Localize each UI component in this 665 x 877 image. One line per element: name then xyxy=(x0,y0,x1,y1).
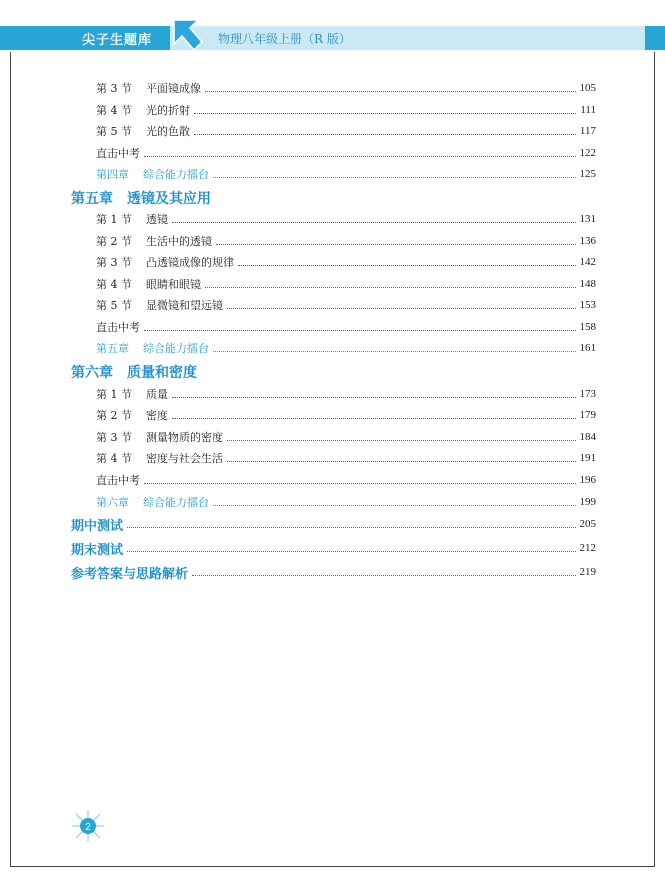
section-number: 第 1 节 xyxy=(96,213,132,226)
toc-entry-review[interactable] xyxy=(96,165,596,183)
page-number: 117 xyxy=(579,125,596,137)
page-number: 122 xyxy=(579,147,596,159)
page-header xyxy=(0,26,665,50)
dot-leader xyxy=(205,91,576,92)
review-chapter: 第四章 xyxy=(96,168,129,181)
section-title: 密度 xyxy=(146,409,168,422)
toc-entry[interactable] xyxy=(96,318,596,336)
dot-leader xyxy=(213,505,576,506)
section-title: 生活中的透镜 xyxy=(146,235,212,248)
dot-leader xyxy=(227,308,576,309)
toc-entry-major[interactable] xyxy=(71,563,596,581)
toc-entry-major[interactable] xyxy=(71,539,596,557)
page-number-badge xyxy=(66,806,110,846)
section-number: 第 1 节 xyxy=(96,388,132,401)
section-title: 直击中考 xyxy=(96,474,140,487)
toc-entry[interactable] xyxy=(96,385,596,403)
section-number: 第 3 节 xyxy=(96,256,132,269)
toc-entry[interactable] xyxy=(96,449,596,467)
page-number: 184 xyxy=(579,431,596,443)
page-number: 158 xyxy=(579,321,596,333)
section-title: 测量物质的密度 xyxy=(146,431,223,444)
section-title: 直击中考 xyxy=(96,321,140,334)
toc-entry[interactable] xyxy=(96,232,596,250)
section-number: 第 5 节 xyxy=(96,125,132,138)
section-title: 显微镜和望远镜 xyxy=(146,299,223,312)
review-title: 综合能力擂台 xyxy=(143,496,209,509)
page-number: 212 xyxy=(579,542,596,554)
footer-page-number: 2 xyxy=(85,822,91,833)
page-number: 111 xyxy=(580,104,596,116)
brand-title: 尖子生题库 xyxy=(82,33,153,48)
toc-entry[interactable] xyxy=(96,296,596,314)
entry-title: 期中测试 xyxy=(71,518,124,534)
section-number: 第 5 节 xyxy=(96,299,132,312)
toc-entry[interactable] xyxy=(96,471,596,489)
page-number: 196 xyxy=(579,474,596,486)
toc-entry[interactable] xyxy=(96,253,596,271)
dot-leader xyxy=(205,287,576,288)
entry-title: 参考答案与思路解析 xyxy=(71,566,189,582)
toc-entry[interactable] xyxy=(96,144,596,162)
page-number: 205 xyxy=(579,518,596,530)
dot-leader xyxy=(172,397,576,398)
section-title: 凸透镜成像的规律 xyxy=(146,256,234,269)
page-number: 179 xyxy=(579,409,596,421)
page-number: 136 xyxy=(579,235,596,247)
toc-entry-review[interactable] xyxy=(96,339,596,357)
dot-leader xyxy=(216,244,576,245)
section-number: 第 4 节 xyxy=(96,452,132,465)
section-number: 第 3 节 xyxy=(96,82,132,95)
review-title: 综合能力擂台 xyxy=(143,342,209,355)
dot-leader xyxy=(172,418,576,419)
entry-title: 期末测试 xyxy=(71,542,124,558)
section-title: 直击中考 xyxy=(96,147,140,160)
section-title: 平面镜成像 xyxy=(146,82,201,95)
review-chapter: 第六章 xyxy=(96,496,129,509)
page-number: 191 xyxy=(579,452,596,464)
page-number: 125 xyxy=(579,168,596,180)
page-number: 173 xyxy=(579,388,596,400)
toc-entry[interactable] xyxy=(96,275,596,293)
dot-leader xyxy=(144,330,576,331)
dot-leader xyxy=(127,551,575,552)
dot-leader xyxy=(192,575,575,576)
section-number: 第 4 节 xyxy=(96,278,132,291)
toc-entry[interactable] xyxy=(96,79,596,97)
dot-leader xyxy=(213,177,576,178)
dot-leader xyxy=(194,113,576,114)
chapter-heading[interactable]: 第六章 质量和密度 xyxy=(71,365,197,381)
section-title: 光的色散 xyxy=(146,125,190,138)
page-number: 105 xyxy=(579,82,596,94)
section-number: 第 3 节 xyxy=(96,431,132,444)
subject-title: 物理八年级上册（R 版） xyxy=(218,32,351,46)
section-title: 透镜 xyxy=(146,213,168,226)
section-number: 第 2 节 xyxy=(96,235,132,248)
toc-entry[interactable] xyxy=(96,428,596,446)
toc-entry[interactable] xyxy=(96,122,596,140)
page-number: 148 xyxy=(579,278,596,290)
section-number: 第 2 节 xyxy=(96,409,132,422)
dot-leader xyxy=(213,351,576,352)
dot-leader xyxy=(194,134,576,135)
toc-entry[interactable] xyxy=(96,406,596,424)
section-title: 密度与社会生活 xyxy=(146,452,223,465)
review-chapter: 第五章 xyxy=(96,342,129,355)
dot-leader xyxy=(144,483,576,484)
section-number: 第 4 节 xyxy=(96,104,132,117)
page-number: 153 xyxy=(579,299,596,311)
page-number: 131 xyxy=(579,213,596,225)
page-number: 199 xyxy=(579,496,596,508)
toc-entry[interactable] xyxy=(96,101,596,119)
page-number: 142 xyxy=(579,256,596,268)
dot-leader xyxy=(172,222,576,223)
section-title: 光的折射 xyxy=(146,104,190,117)
page-number: 161 xyxy=(579,342,596,354)
toc-entry-major[interactable] xyxy=(71,515,596,533)
dot-leader xyxy=(127,527,575,528)
section-title: 质量 xyxy=(146,388,168,401)
page-number: 219 xyxy=(579,566,596,578)
review-title: 综合能力擂台 xyxy=(143,168,209,181)
chapter-heading[interactable]: 第五章 透镜及其应用 xyxy=(71,191,211,207)
toc-entry-review[interactable] xyxy=(96,493,596,511)
toc-entry[interactable] xyxy=(96,210,596,228)
section-title: 眼睛和眼镜 xyxy=(146,278,201,291)
dot-leader xyxy=(238,265,576,266)
dot-leader xyxy=(144,156,576,157)
dot-leader xyxy=(227,440,576,441)
dot-leader xyxy=(227,461,576,462)
arrow-icon xyxy=(172,18,204,52)
